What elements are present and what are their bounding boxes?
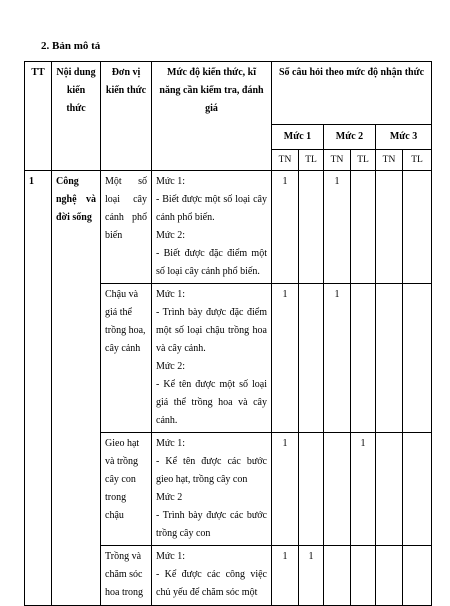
count-muc1-tl: 1 <box>299 546 324 606</box>
description-line: Mức 1: <box>156 551 186 562</box>
count-muc1-tl <box>299 433 324 546</box>
header-muc3: Mức 3 <box>376 125 432 150</box>
spec-table <box>24 61 432 606</box>
header-muc1: Mức 1 <box>272 125 324 150</box>
row-don-vi: Gieo hạt và trồng cây con trong chậu <box>101 433 152 546</box>
row-don-vi: Trồng và chăm sóc hoa trong <box>101 546 152 606</box>
row-description <box>152 171 272 284</box>
row-don-vi: Một số loại cây cảnh phổ biến <box>101 171 152 284</box>
description-line: - Biết được một số loại cây cảnh phổ biến. <box>156 194 267 223</box>
description-line: - Kể tên được một số loại giá thể trồng hoa và cây cảnh. <box>156 379 267 426</box>
count-muc3-tl <box>403 171 432 284</box>
row-noi-dung: Công nghệ và đời sống <box>52 171 101 606</box>
description-line: - Kể được các công việc chủ yếu để chăm sóc một <box>156 569 267 598</box>
count-muc1-tl <box>299 171 324 284</box>
count-muc2-tl <box>351 546 376 606</box>
header-tl: TL <box>403 150 432 171</box>
count-muc3-tn <box>376 546 403 606</box>
description-line: - Kể tên được các bước gieo hạt, trồng cây con <box>156 456 267 485</box>
count-muc2-tn <box>324 433 351 546</box>
description-line: Mức 1: <box>156 438 186 449</box>
description-line: Mức 1: <box>156 176 186 187</box>
count-muc1-tn: 1 <box>272 433 299 546</box>
count-muc3-tn <box>376 171 403 284</box>
header-muc-do: Mức độ kiến thức, kĩ năng cần kiểm tra, đánh giá <box>152 62 272 171</box>
count-muc1-tn: 1 <box>272 546 299 606</box>
header-muc2: Mức 2 <box>324 125 376 150</box>
row-description <box>152 433 272 546</box>
header-don-vi: Đơn vị kiến thức <box>101 62 152 171</box>
header-tn: TN <box>272 150 299 171</box>
count-muc2-tn: 1 <box>324 171 351 284</box>
description-line: - Trình bày được đặc điểm một số loại chậu trồng hoa và cây cảnh. <box>156 307 267 354</box>
count-muc2-tl <box>351 284 376 433</box>
row-description <box>152 546 272 606</box>
count-muc3-tl <box>403 433 432 546</box>
row-don-vi: Chậu và giá thể trồng hoa, cây cảnh <box>101 284 152 433</box>
row-description <box>152 284 272 433</box>
header-tl: TL <box>299 150 324 171</box>
header-tl: TL <box>351 150 376 171</box>
count-muc1-tn: 1 <box>272 284 299 433</box>
description-line: Mức 2 <box>156 492 183 503</box>
description-line: Mức 2: <box>156 361 186 372</box>
header-so-cau: Số câu hỏi theo mức độ nhận thức <box>272 62 432 125</box>
header-tt: TT <box>25 62 52 171</box>
count-muc3-tl <box>403 546 432 606</box>
count-muc3-tn <box>376 433 403 546</box>
header-tn: TN <box>376 150 403 171</box>
count-muc1-tn: 1 <box>272 171 299 284</box>
description-line: - Trình bày được các bước trồng cây con <box>156 510 267 539</box>
count-muc1-tl <box>299 284 324 433</box>
count-muc2-tl: 1 <box>351 433 376 546</box>
count-muc2-tn <box>324 546 351 606</box>
header-noi-dung: Nội dung kiến thức <box>52 62 101 171</box>
count-muc3-tl <box>403 284 432 433</box>
count-muc2-tn: 1 <box>324 284 351 433</box>
description-line: Mức 1: <box>156 289 186 300</box>
section-title: 2. Bản mô tả <box>41 40 101 52</box>
description-line: - Biết được đặc điểm một số loại cây cảnh phổ biến. <box>156 248 267 277</box>
count-muc3-tn <box>376 284 403 433</box>
count-muc2-tl <box>351 171 376 284</box>
header-tn: TN <box>324 150 351 171</box>
row-tt: 1 <box>25 171 52 606</box>
description-line: Mức 2: <box>156 230 186 241</box>
